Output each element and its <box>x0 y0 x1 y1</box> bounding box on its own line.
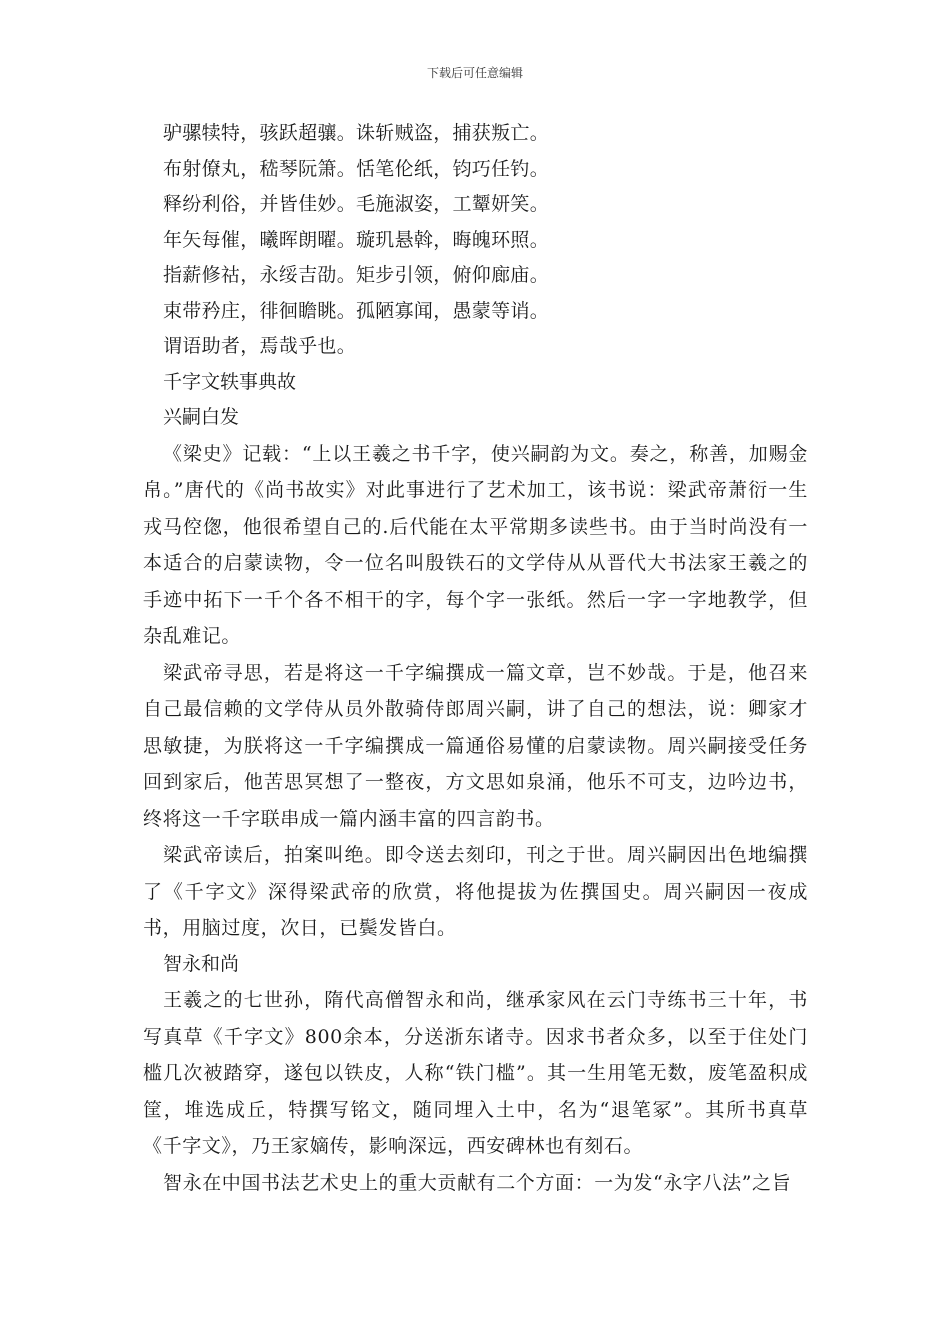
poem-line: 束带矜庄，徘徊瞻眺。孤陋寡闻，愚蒙等诮。 <box>163 299 550 322</box>
poem-block <box>143 116 808 365</box>
section-title: 千字文轶事典故 <box>163 370 297 393</box>
poem-line: 指薪修祜，永绥吉劭。矩步引领，俯仰廊庙。 <box>163 264 550 286</box>
paragraph: 梁武帝读后，拍案叫绝。即令送去刻印，刊之于世。周兴嗣因出色地编撰了《千字文》深得梁武帝的欣赏，将他提拔为佐撰国史。周兴嗣因一夜成书，用脑过度，次日，已鬓发皆白。 <box>143 844 808 939</box>
poem-line: 年矢每催，曦晖朗曜。璇玑悬斡，晦魄环照。 <box>163 228 550 251</box>
document-body <box>143 116 808 1201</box>
poem-line: 谓语助者，焉哉乎也。 <box>163 335 357 357</box>
story-title: 智永和尚 <box>163 952 240 975</box>
paragraph: 《梁史》记载：“上以王羲之书千字，使兴嗣韵为文。奏之，称善，加赐金帛。”唐代的《尚书故实》对此事进行了艺术加工，该书说：梁武帝萧衍一生戎马倥偬，他很希望自己的.后代能在太平常期多读些书。由于当时尚没有一本适合的启蒙读物，令一位名叫殷铁石的文学侍从从晋代大书法家王羲之的手迹中拓下一千个各不相干的字，每个字一张纸。然后一字一字地教学，但杂乱难记。 <box>143 442 808 647</box>
poem-line: 布射僚丸，嵇琴阮箫。恬笔伦纸，钧巧任钓。 <box>163 157 550 180</box>
poem-line: 驴骡犊特，骇跃超骧。诛斩贼盗，捕获叛亡。 <box>163 122 550 144</box>
paragraph: 梁武帝寻思，若是将这一千字编撰成一篇文章，岂不妙哉。于是，他召来自己最信赖的文学侍从员外散骑侍郎周兴嗣，讲了自己的想法，说：卿家才思敏捷，为朕将这一千字编撰成一篇通俗易懂的启蒙读物。周兴嗣接受任务回到家后，他苦思冥想了一整夜，方文思如泉涌，他乐不可支，边吟边书，终将这一千字联串成一篇内涵丰富的四言韵书。 <box>143 661 808 830</box>
paragraph: 王羲之的七世孙，隋代高僧智永和尚，继承家风在云门寺练书三十年，书写真草《千字文》800余本，分送浙东诸寺。因求书者众多，以至于住处门槛几次被踏穿，遂包以铁皮，人称“铁门槛”。其一生用笔无数，废笔盈积成筐，堆选成丘，特撰写铭文，随同埋入土中，名为“退笔冢”。其所书真草《千字文》，乃王家嫡传，影响深远，西安碑林也有刻石。 <box>143 989 808 1157</box>
paragraph: 智永在中国书法艺术史上的重大贡献有二个方面：一为发“永字八法”之旨 <box>163 1171 792 1194</box>
story-title: 兴嗣白发 <box>163 406 240 428</box>
page-header: 下载后可任意编辑 <box>426 66 523 80</box>
poem-line: 释纷利俗，并皆佳妙。毛施淑姿，工颦妍笑。 <box>163 193 550 215</box>
